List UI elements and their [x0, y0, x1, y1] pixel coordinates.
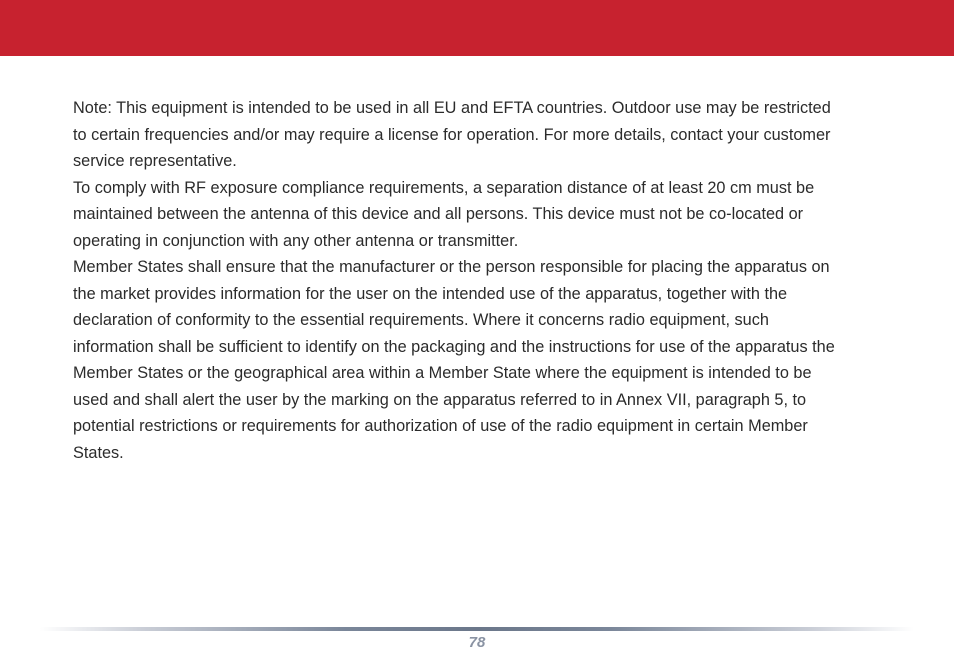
note-paragraph: Note: This equipment is intended to be used in all EU and EFTA countries. Outdoor use may be restricted to certain frequencies and/or may require a license for operation. For more details, contact your customer service representative.: [73, 99, 831, 170]
header-band: [0, 0, 954, 56]
document-body: [73, 95, 843, 466]
footer-divider: [40, 627, 914, 631]
page-number: 78: [468, 634, 486, 651]
member-states-paragraph: Member States shall ensure that the manufacturer or the person responsible for placing the apparatus on the market provides information for the user on the intended use of the apparatus, together with the declaration of conformity to the essential requirements. Where it concerns radio equipment, such information shall be sufficient to identify on the packaging and the instructions for use of the apparatus the Member States or the geographical area within a Member State where the equipment is intended to be used and shall alert the user by the marking on the apparatus referred to in Annex VII, paragraph 5, to potential restrictions or requirements for authorization of use of the radio equipment in certain Member States.: [73, 258, 835, 462]
rf-exposure-paragraph: To comply with RF exposure compliance requirements, a separation distance of at least 20 cm must be maintained between the antenna of this device and all persons. This device must not be co-located or operating in conjunction with any other antenna or transmitter.: [73, 178, 815, 250]
